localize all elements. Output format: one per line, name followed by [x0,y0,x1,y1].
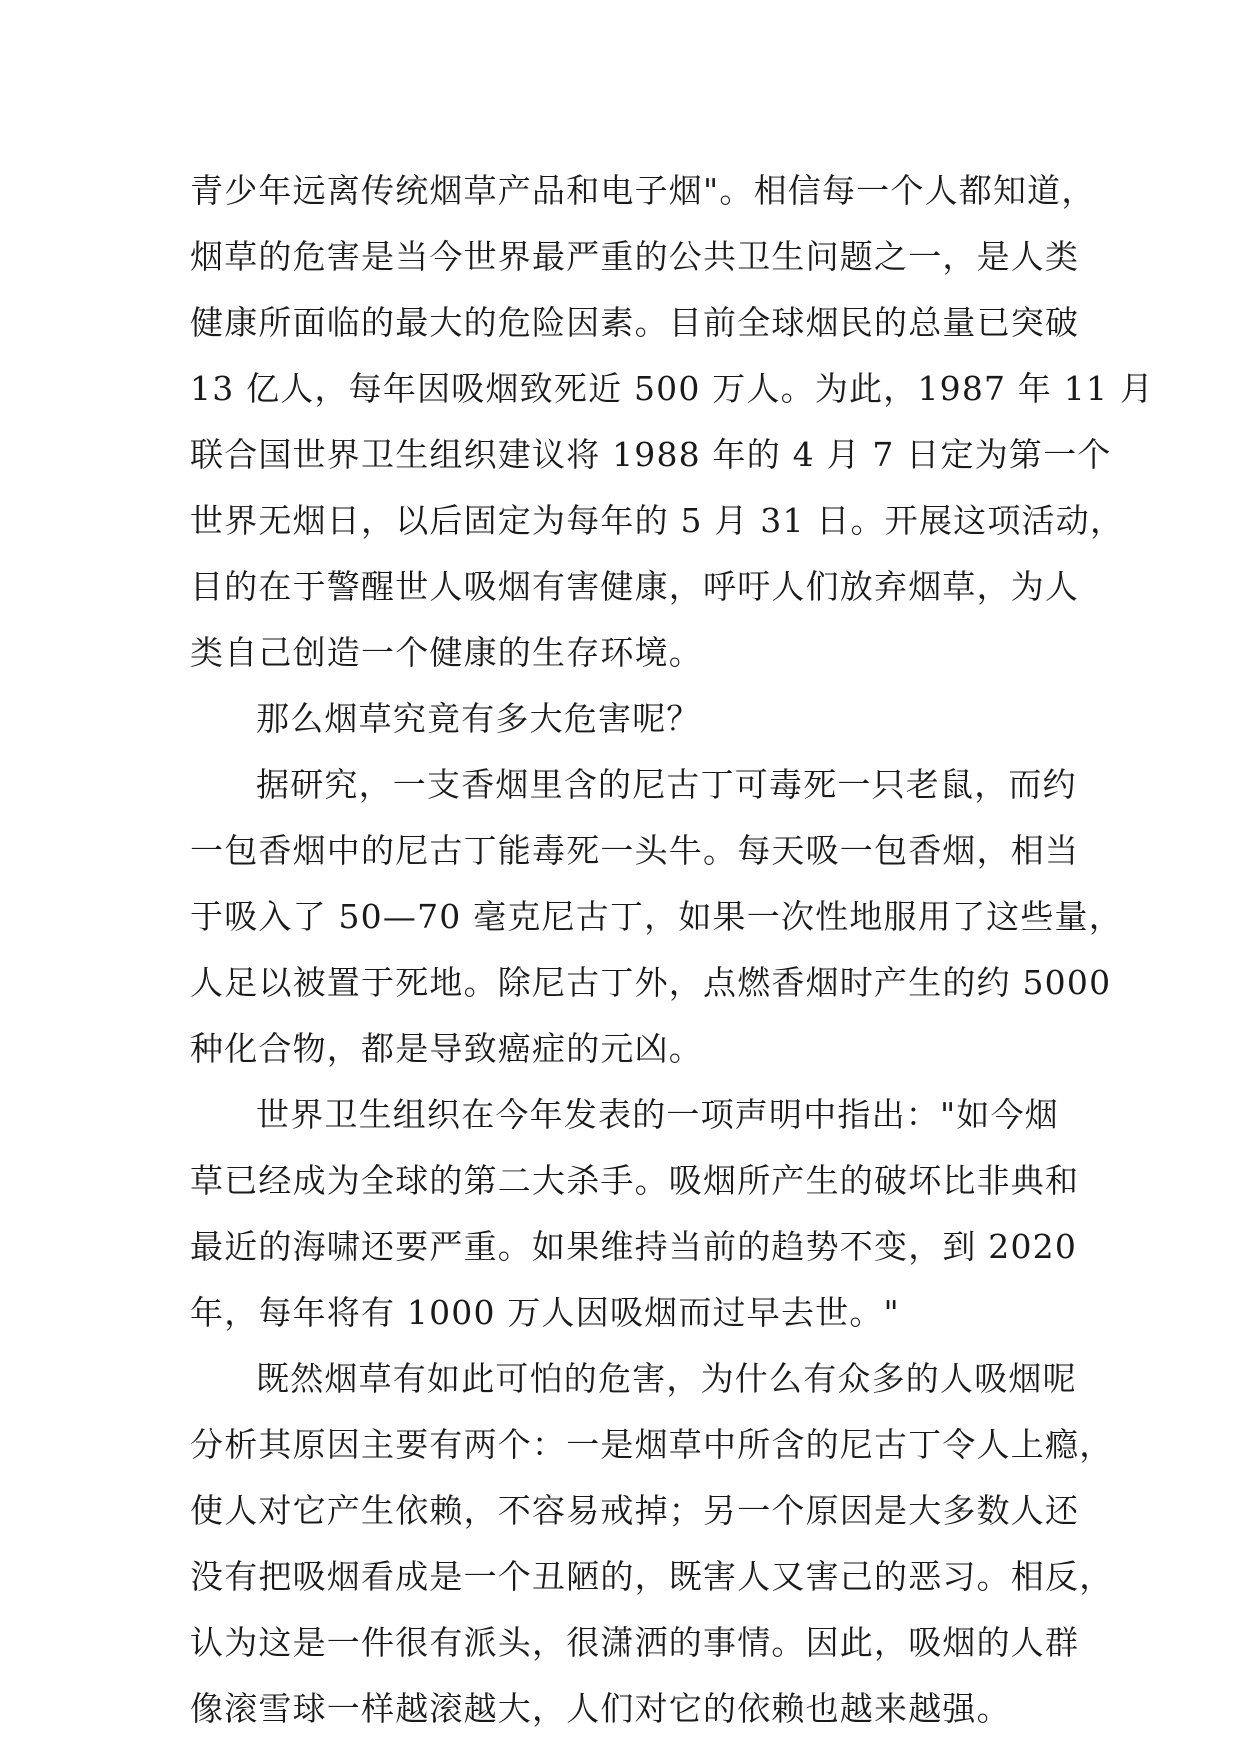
line-text: 人足以被置于死地。除尼古丁外，点燃香烟时产生的约 5000 [190,963,1112,1002]
text-line [190,752,1077,818]
text-line [190,1214,1078,1280]
line-text: 烟草的危害是当今世界最严重的公共卫生问题之一，是人类 [190,237,1080,276]
line-text: 认为这是一件很有派头，很潇洒的事情。因此，吸烟的人群 [190,1623,1080,1662]
text-line [190,356,1155,422]
line-text: 年，每年将有 1000 万人因吸烟而过早去世。" [190,1293,900,1332]
line-text: 使人对它产生依赖，不容易戒掉；另一个原因是大多数人还 [190,1491,1080,1530]
line-text: 世界卫生组织在今年发表的一项声明中指出："如今烟 [256,1095,1059,1134]
line-text: 分析其原因主要有两个：一是烟草中所含的尼古丁令人上瘾， [190,1425,1114,1464]
text-line [190,818,1080,884]
text-line [190,488,1125,554]
text-line [190,884,1123,950]
line-text: 目的在于警醒世人吸烟有害健康，呼吁人们放弃烟草，为人 [190,567,1080,606]
text-line [190,554,1080,620]
line-text: 没有把吸烟看成是一个丑陋的，既害人又害己的恶习。相反， [190,1557,1114,1596]
text-line [190,422,1112,488]
text-line [190,1346,1077,1412]
text-line [190,1280,1058,1346]
line-text: 草已经成为全球的第二大杀手。吸烟所产生的破坏比非典和 [190,1161,1080,1200]
line-text: 种化合物，都是导致癌症的元凶。 [190,1029,703,1068]
text-line [190,1544,1114,1610]
text-line [190,686,1058,752]
text-line [190,1478,1080,1544]
line-text: 类自己创造一个健康的生存环境。 [190,633,703,672]
text-line [190,290,1080,356]
line-text: 于吸入了 50—70 毫克尼古丁，如果一次性地服用了这些量， [190,897,1123,936]
line-text: 世界无烟日，以后固定为每年的 5 月 31 日。开展这项活动， [190,501,1125,540]
line-text: 最近的海啸还要严重。如果维持当前的趋势不变，到 2020 [190,1227,1078,1266]
text-line [190,1676,1058,1742]
line-text: 联合国世界卫生组织建议将 1988 年的 4 月 7 日定为第一个 [190,435,1112,474]
text-line [190,158,1096,224]
line-text: 既然烟草有如此可怕的危害，为什么有众多的人吸烟呢 [256,1359,1077,1398]
line-text: 像滚雪球一样越滚越大，人们对它的依赖也越来越强。 [190,1689,1011,1728]
text-line [190,1610,1080,1676]
text-line [190,620,1058,686]
text-line [190,224,1080,290]
line-text: 青少年远离传统烟草产品和电子烟"。相信每一个人都知道， [190,171,1096,210]
line-text: 据研究，一支香烟里含的尼古丁可毒死一只老鼠，而约 [256,765,1077,804]
text-line [190,1082,1058,1148]
line-text: 13 亿人，每年因吸烟致死近 500 万人。为此，1987 年 11 月 [190,369,1155,408]
text-line [190,950,1112,1016]
text-line [190,1412,1114,1478]
line-text: 那么烟草究竟有多大危害呢？ [256,699,701,738]
document-body [190,158,1155,1742]
text-line [190,1016,1058,1082]
line-text: 健康所面临的最大的危险因素。目前全球烟民的总量已突破 [190,303,1080,342]
text-line [190,1148,1080,1214]
line-text: 一包香烟中的尼古丁能毒死一头牛。每天吸一包香烟，相当 [190,831,1080,870]
